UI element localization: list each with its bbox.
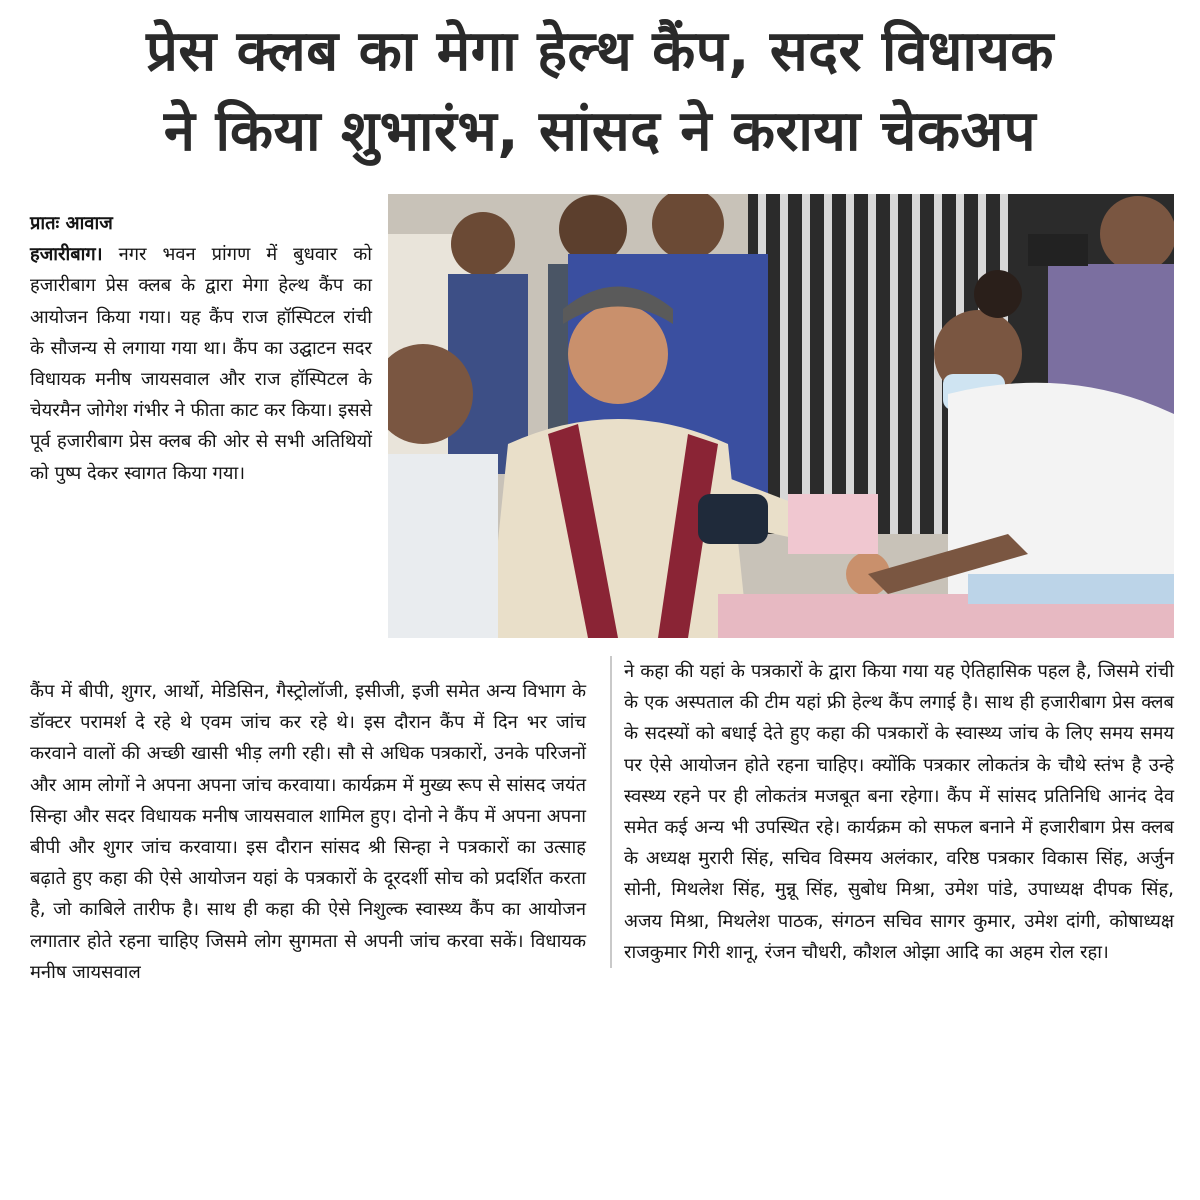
article-column-left <box>30 208 372 489</box>
article-paragraph-1-text: नगर भवन प्रांगण में बुधवार को हजारीबाग प्रेस क्लब के द्वारा मेगा हेल्थ कैंप का आयोजन किया गया। यह कैंप राज हॉस्पिटल रांची के सौजन्य से लगाया गया था। कैंप का उद्घाटन सदर विधायक मनीष जायसवाल और राज हॉस्पिटल के चेयरमैन जोगेश गंभीर ने फीता काट कर किया। इससे पूर्व हजारीबाग प्रेस क्लब की ओर से सभी अतिथियों को पुष्प देकर स्वागत किया गया। <box>30 244 373 484</box>
article-column-bottom-left <box>30 676 586 988</box>
article-paragraph-3: ने कहा की यहां के पत्रकारों के द्वारा किया गया यह ऐतिहासिक पहल है, जिसमे रांची के एक अस्पताल की टीम यहां फ्री हेल्थ कैंप लगाई है। साथ ही हजारीबाग प्रेस क्लब के सदस्यों को बधाई देते हुए कहा की पत्रकारों के स्वास्थ्य जांच के लिए समय समय पर ऐसे आयोजन होते रहना चाहिए। क्योंकि पत्रकार लोकतंत्र के चौथे स्तंभ है उन्हे स्वस्थ्य रहने पर ही लोकतंत्र मजबूत बना रहेगा। कैंप में सांसद प्रतिनिधि आनंद देव समेत कई अन्य भी उपस्थित रहे। कार्यक्रम को सफल बनाने में हजारीबाग प्रेस क्लब के अध्यक्ष मुरारी सिंह, सचिव विस्मय अलंकार, वरिष्ठ पत्रकार विकास सिंह, अर्जुन सोनी, मिथलेश सिंह, मुन्नू सिंह, सुबोध मिश्रा, उमेश पांडे, उपाध्यक्ष दीपक सिंह, अजय मिश्रा, मिथलेश पाठक, संगठन सचिव सागर कुमार, उमेश दांगी, कोषाध्यक्ष राजकुमार गिरी शानू, रंजन चौधरी, कौशल ओझा आदि का अहम रोल रहा। <box>624 661 1174 963</box>
article-dateline: हजारीबाग। <box>30 244 103 266</box>
article-paragraph-2: कैंप में बीपी, शुगर, आर्थो, मेडिसिन, गैस्ट्रोलॉजी, इसीजी, इजी समेत अन्य विभाग के डॉक्टर परामर्श दे रहे थे एवम जांच कर रहे थे। इस दौरान कैंप में दिन भर जांच करवाने वालों की अच्छी खासी भीड़ लगी रही। सौ से अधिक पत्रकारों, उनके परिजनों और आम लोगों ने अपना अपना जांच करवाया। कार्यक्रम में मुख्य रूप से सांसद जयंत सिन्हा और सदर विधायक मनीष जायसवाल शामिल हुए। दोनो ने कैंप में अपना अपना बीपी और शुगर जांच करवाया। इस दौरान सांसद श्री सिन्हा ने पत्रकारों का उत्साह बढ़ाते हुए कहा की ऐसे आयोजन यहां के पत्रकारों के दूरदर्शी सोच को प्रदर्शित करता है, जो काबिले तारीफ है। साथ ही कहा की ऐसे निशुल्क स्वास्थ्य कैंप का आयोजन लगातार होते रहना चाहिए जिसमे लोग सुगमता से अपनी जांच करवा सकें। विधायक मनीष जायसवाल <box>30 681 586 983</box>
article-paragraph-1 <box>30 239 372 489</box>
headline-line-1: प्रेस क्लब का मेगा हेल्थ कैंप, सदर विधायक <box>146 19 1054 84</box>
article-byline: प्रातः आवाज <box>30 213 113 234</box>
column-rule <box>610 656 612 968</box>
article-column-right <box>624 656 1174 968</box>
news-photo <box>388 194 1174 638</box>
article-headline <box>16 12 1184 172</box>
headline-line-2: ने किया शुभारंभ, सांसद ने कराया चेकअप <box>163 99 1037 164</box>
news-photo-illustration <box>388 194 1174 638</box>
